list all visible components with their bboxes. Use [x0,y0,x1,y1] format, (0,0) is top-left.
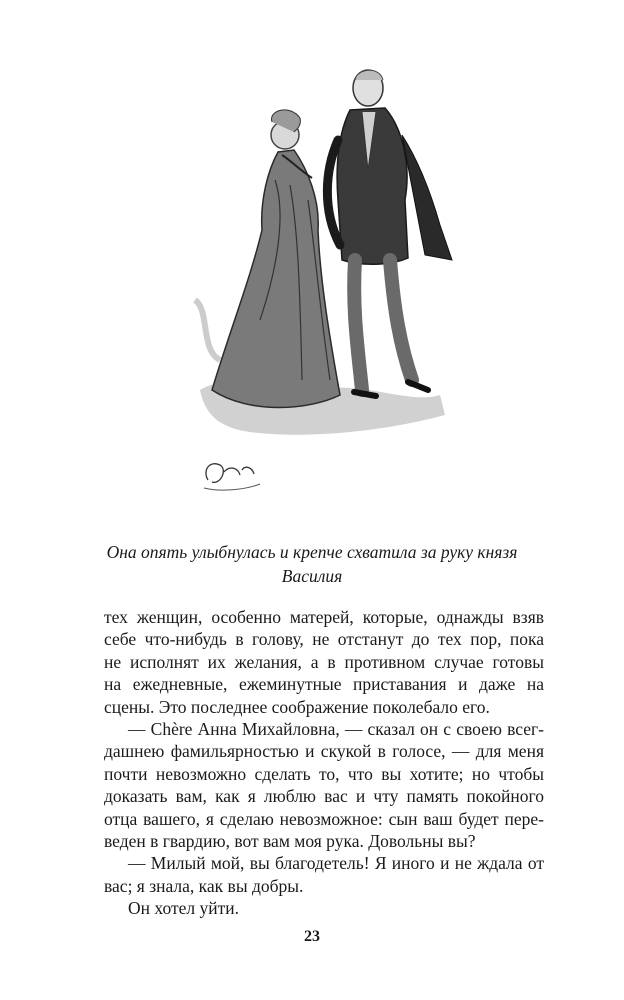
caption-line: Она опять улыбнулась и крепче схватила за руку князя [106,542,518,562]
text-line: себе что-нибудь в голову, не отстанут до тех пор, пока [104,629,544,650]
page-number: 23 [304,928,320,945]
woman-figure [190,60,460,520]
figures-drawing [190,60,460,520]
text-line: — Милый мой, вы благодетель! Я иного и не ждала от [128,853,544,874]
text-line: Он хотел уйти. [128,898,240,919]
text-line: вас; я знала, как вы добры. [104,875,304,896]
illustration-caption [70,540,554,588]
text-line: на ежедневные, ежеминутные приставания и даже на [104,674,544,695]
text-line: тех женщин, особенно матерей, которые, однажды взяв [104,607,544,627]
illustration [190,60,460,520]
text-line: сцены. Это последнее соображение поколебало его. [104,696,490,717]
text-line: дашнею фамильярностью и скукой в голосе, — для меня [104,741,544,762]
text-line: — Chère Анна Михайловна, — сказал он с своею всег- [128,719,544,740]
text-line: доказать вам, как я люблю вас и чту память покойного [104,786,544,807]
body-text [104,606,544,920]
text-line: почти невозможно сделать то, что вы хотите; но чтобы [104,763,544,784]
caption-line: Василия [281,566,343,586]
text-line: отца вашего, я сделаю невозможное: сын ваш будет пере- [104,808,544,829]
text-line: не исполнят их желания, а в противном случае готовы [104,651,544,672]
text-line: веден в гвардию, вот вам моя рука. Довольны вы? [104,831,476,852]
